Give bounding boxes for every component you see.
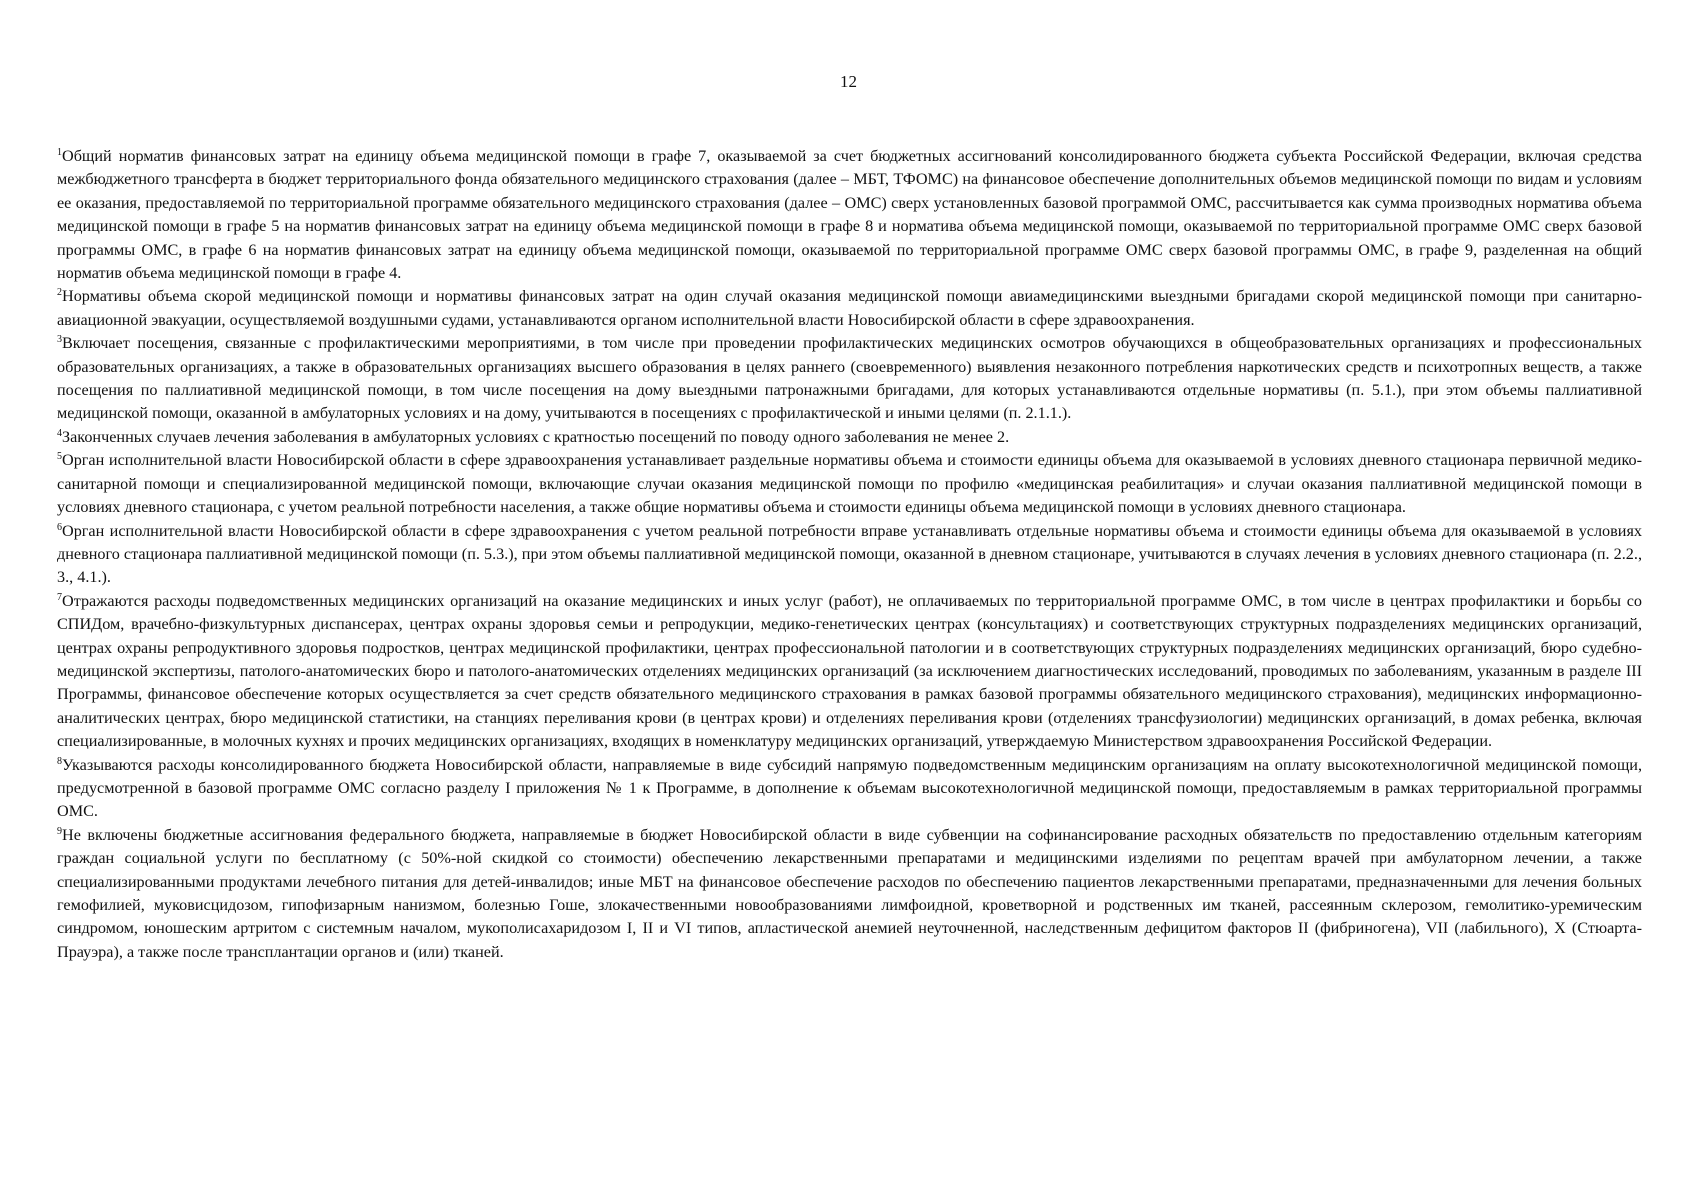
footnote-text: Включает посещения, связанные с профилактическими мероприятиями, в том числе при проведении профилактических медицинских осмотров обучающихся в общеобразовательных организациях и профессиональных образовательных организациях, а также в образовательных организациях высшего образования в целях раннего (своевременного) выявления незаконного потребления наркотических средств и психотропных веществ, а также посещения по паллиативной медицинской помощи, в том числе посещения на дому выездными патронажными бригадами, для которых устанавливаются отдельные нормативы (п. 5.1.), при этом объемы паллиативной медицинской помощи, оказанной в амбулаторных условиях и на дому, учитываются в посещениях с профилактической и иными целями (п. 2.1.1.). (57, 334, 1642, 423)
footnote-text: Орган исполнительной власти Новосибирской области в сфере здравоохранения с учетом реальной потребности вправе устанавливать отдельные нормативы объема и стоимости единицы объема для оказываемой в условиях дневного стационара паллиативной медицинской помощи (п. 5.3.), при этом объемы паллиативной медицинской помощи, оказанной в дневном стационаре, учитываются в случаях лечения в условиях дневного стационара (п. 2.2., 3., 4.1.). (57, 521, 1642, 587)
footnote-marker: 6 (57, 521, 62, 533)
footnote-1 (57, 145, 1642, 285)
footnote-2 (57, 285, 1642, 332)
footnote-marker: 3 (57, 334, 62, 346)
footnote-text: Нормативы объема скорой медицинской помощи и нормативы финансовых затрат на один случай оказания медицинской помощи авиамедицинскими выездными бригадами скорой медицинской помощи при санитарно-авиационной эвакуации, осуществляемой воздушными судами, устанавливаются органом исполнительной власти Новосибирской области в сфере здравоохранения. (57, 287, 1642, 329)
footnote-text: Законченных случаев лечения заболевания в амбулаторных условиях с кратностью посещений по поводу одного заболевания не менее 2. (62, 427, 1010, 446)
footnote-7 (57, 590, 1642, 754)
footnote-marker: 9 (57, 825, 62, 837)
footnote-3 (57, 332, 1642, 426)
footnote-marker: 4 (57, 427, 62, 439)
page-number: 12 (840, 72, 857, 91)
footnote-text: Не включены бюджетные ассигнования федерального бюджета, направляемые в бюджет Новосибирской области в виде субвенции на софинансирование расходных обязательств по предоставлению отдельным категориям граждан социальной услуги по бесплатному (с 50%-ной скидкой со стоимости) обеспечению лекарственными препаратами и медицинскими изделиями по рецептам врачей при амбулаторном лечении, а также специализированными продуктами лечебного питания для детей-инвалидов; иные МБТ на финансовое обеспечение расходов по обеспечению пациентов лекарственными препаратами, предназначенными для лечения больных гемофилией, муковисцидозом, гипофизарным нанизмом, болезнью Гоше, злокачественными новообразованиями лимфоидной, кроветворной и родственных им тканей, рассеянным склерозом, гемолитико-уремическим синдромом, юношеским артритом с системным началом, мукополисахаридозом I, II и VI типов, апластической анемией неуточненной, наследственным дефицитом факторов II (фибриногена), VII (лабильного), X (Стюарта-Прауэра), а также после трансплантации органов и (или) тканей. (57, 825, 1642, 961)
footnote-5 (57, 449, 1642, 519)
footnote-marker: 2 (57, 287, 62, 299)
footnote-marker: 8 (57, 755, 62, 767)
footnote-marker: 5 (57, 451, 62, 463)
footnote-6 (57, 520, 1642, 590)
footnote-text: Указываются расходы консолидированного бюджета Новосибирской области, направляемые в виде субсидий напрямую подведомственным медицинским организациям на оплату высокотехнологичной медицинской помощи, предусмотренной в базовой программе ОМС согласно разделу I приложения № 1 к Программе, в дополнение к объемам высокотехнологичной медицинской помощи, предоставляемым в рамках территориальной программы ОМС. (57, 755, 1642, 821)
footnote-text: Орган исполнительной власти Новосибирской области в сфере здравоохранения устанавливает раздельные нормативы объема и стоимости единицы объема для оказываемой в условиях дневного стационара первичной медико-санитарной помощи и специализированной медицинской помощи, включающие случаи оказания медицинской помощи по профилю «медицинская реабилитация» и случаи оказания паллиативной медицинской помощи в условиях дневного стационара, с учетом реальной потребности населения, а также общие нормативы объема и стоимости единицы объема медицинской помощи в условиях дневного стационара. (57, 451, 1642, 517)
footnote-marker: 1 (57, 147, 62, 158)
footnote-9 (57, 824, 1642, 964)
footnote-text: Отражаются расходы подведомственных медицинских организаций на оказание медицинских и иных услуг (работ), не оплачиваемых по территориальной программе ОМС, в том числе в центрах профилактики и борьбы со СПИДом, врачебно-физкультурных диспансерах, центрах охраны здоровья семьи и репродукции, медико-генетических центрах (консультациях) и соответствующих структурных подразделениях медицинских организаций, центрах охраны репродуктивного здоровья подростков, центрах медицинской профилактики, центрах профессиональной патологии и в соответствующих структурных подразделениях медицинских организаций, бюро судебно-медицинской экспертизы, патолого-анатомических бюро и патолого-анатомических отделениях медицинских организаций (за исключением диагностических исследований, проводимых по заболеваниям, указанным в разделе III Программы, финансовое обеспечение которых осуществляется за счет средств обязательного медицинского страхования в рамках базовой программы обязательного медицинского страхования), медицинских информационно-аналитических центрах, бюро медицинской статистики, на станциях переливания крови (в центрах крови) и отделениях переливания крови (отделениях трансфузиологии) медицинских организаций, в домах ребенка, включая специализированные, в молочных кухнях и прочих медицинских организациях, входящих в номенклатуру медицинских организаций, утверждаемую Министерством здравоохранения Российской Федерации. (57, 591, 1642, 751)
footnote-4 (57, 426, 1642, 449)
footnote-marker: 7 (57, 591, 62, 603)
footnotes-section (57, 145, 1642, 964)
footnote-text: Общий норматив финансовых затрат на единицу объема медицинской помощи в графе 7, оказываемой за счет бюджетных ассигнований консолидированного бюджета субъекта Российской Федерации, включая средства межбюджетного трансферта в бюджет территориального фонда обязательного медицинского страхования (далее – МБТ, ТФОМС) на финансовое обеспечение дополнительных объемов медицинской помощи по видам и условиям ее оказания, предоставляемой по территориальной программе обязательного медицинского страхования (далее – ОМС) сверх установленных базовой программой ОМС, рассчитывается как сумма производных норматива объема медицинской помощи в графе 5 на норматив финансовых затрат на единицу объема медицинской помощи в графе 8 и норматива объема медицинской помощи, оказываемой по территориальной программе ОМС сверх базовой программы ОМС, в графе 6 на норматив финансовых затрат на единицу объема медицинской помощи, оказываемой по территориальной программе ОМС сверх базовой программы ОМС, в графе 9, разделенная на общий норматив объема медицинской помощи в графе 4. (57, 147, 1642, 283)
footnote-8 (57, 754, 1642, 824)
